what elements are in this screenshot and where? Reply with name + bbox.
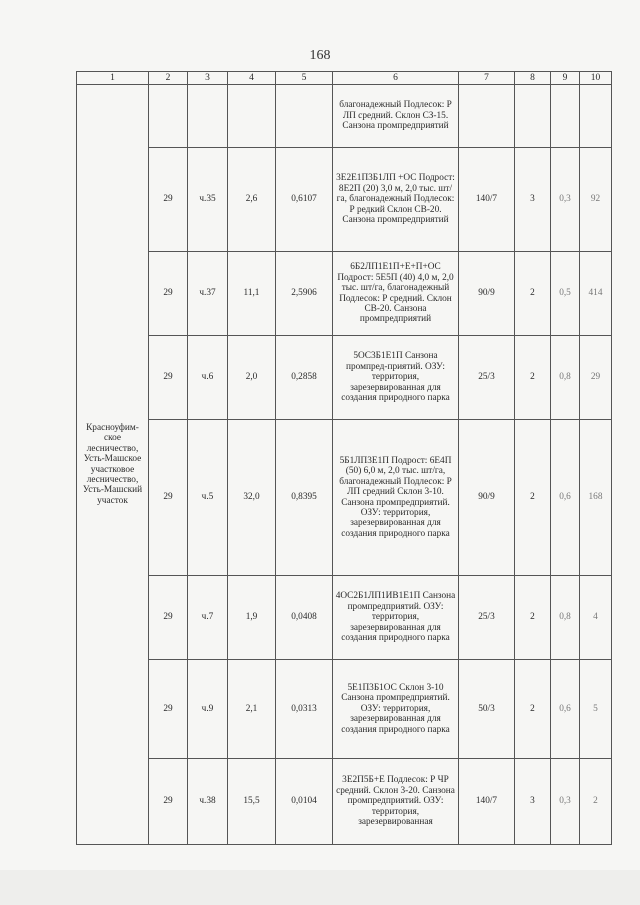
table-row — [77, 759, 612, 845]
quarter-cell: 29 — [149, 336, 188, 420]
value-cell: 3 — [515, 759, 551, 845]
value-cell: 2 — [580, 759, 612, 845]
value-cell: 0,3 — [551, 148, 580, 252]
scan-bottom-edge — [0, 870, 640, 905]
section-cell: ч.38 — [188, 759, 228, 845]
description-cell: 4ОС2Б1ЛП1ИВ1Е1П Санзона промпредприятий. ОЗУ: территория, зарезервированная для создания природного парка — [333, 576, 459, 660]
value-cell — [459, 85, 515, 148]
share-cell: 0,0313 — [276, 660, 333, 759]
table-row — [77, 148, 612, 252]
value-cell: 0,3 — [551, 759, 580, 845]
section-cell: ч.7 — [188, 576, 228, 660]
share-cell: 2,5906 — [276, 252, 333, 336]
value-cell: 0,8 — [551, 576, 580, 660]
share-cell: 0,8395 — [276, 420, 333, 576]
description-cell: 5Б1ЛП3Е1П Подрост: 6Е4П (50) 6,0 м, 2,0 тыс. шт/га, благонадежный Подлесок: Р ЛП средний Склон 3-10. Санзона промпредприятий. ОЗУ: территория, зарезервированная для создания природного парка — [333, 420, 459, 576]
region-label: Красноуфим-ское лесничество, Усть-Машское участковое лесничество, Усть-Машский участок — [82, 422, 143, 506]
area-cell: 2,1 — [228, 660, 276, 759]
value-cell: 90/9 — [459, 420, 515, 576]
share-cell — [276, 85, 333, 148]
value-cell — [580, 85, 612, 148]
quarter-cell: 29 — [149, 252, 188, 336]
share-cell: 0,0104 — [276, 759, 333, 845]
quarter-cell: 29 — [149, 420, 188, 576]
value-cell: 2 — [515, 336, 551, 420]
value-cell: 0,5 — [551, 252, 580, 336]
description-cell: 6Б2ЛП1Е1П+Е+П+ОС Подрост: 5Е5П (40) 4,0 м, 2,0 тыс. шт/га, благонадежный Подлесок: Р средний. Склон СВ-20. Санзона промпредприятий — [333, 252, 459, 336]
value-cell: 25/3 — [459, 336, 515, 420]
value-cell: 29 — [580, 336, 612, 420]
share-cell: 0,0408 — [276, 576, 333, 660]
section-cell: ч.37 — [188, 252, 228, 336]
value-cell: 414 — [580, 252, 612, 336]
value-cell: 50/3 — [459, 660, 515, 759]
share-cell: 0,6107 — [276, 148, 333, 252]
column-header: 6 — [333, 72, 459, 85]
quarter-cell: 29 — [149, 660, 188, 759]
area-cell: 1,9 — [228, 576, 276, 660]
value-cell: 3 — [515, 148, 551, 252]
area-cell: 11,1 — [228, 252, 276, 336]
description-cell: 3Е2Е1П3Б1ЛП +ОС Подрост: 8Е2П (20) 3,0 м, 2,0 тыс. шт/га, благонадежный Подлесок: Р редкий Склон СВ-20. Санзона промпредприятий — [333, 148, 459, 252]
section-cell: ч.5 — [188, 420, 228, 576]
value-cell: 140/7 — [459, 759, 515, 845]
description-cell: 3Е2П5Б+Е Подлесок: Р ЧР средний. Склон 3-20. Санзона промпредприятий. ОЗУ: территория, зарезервированная — [333, 759, 459, 845]
column-header: 10 — [580, 72, 612, 85]
area-cell: 15,5 — [228, 759, 276, 845]
value-cell — [551, 85, 580, 148]
section-cell: ч.35 — [188, 148, 228, 252]
table-row — [77, 336, 612, 420]
forest-data-table — [76, 71, 612, 845]
value-cell: 92 — [580, 148, 612, 252]
share-cell: 0,2858 — [276, 336, 333, 420]
table-row — [77, 576, 612, 660]
column-header: 8 — [515, 72, 551, 85]
quarter-cell — [149, 85, 188, 148]
quarter-cell: 29 — [149, 148, 188, 252]
value-cell: 140/7 — [459, 148, 515, 252]
description-cell: благонадежный Подлесок: Р ЛП средний. Склон СЗ-15. Санзона промпредприятий — [333, 85, 459, 148]
table-row — [77, 252, 612, 336]
section-cell: ч.9 — [188, 660, 228, 759]
value-cell: 2 — [515, 252, 551, 336]
column-header: 5 — [276, 72, 333, 85]
value-cell: 168 — [580, 420, 612, 576]
table-row — [77, 660, 612, 759]
column-header: 9 — [551, 72, 580, 85]
value-cell — [515, 85, 551, 148]
column-header: 7 — [459, 72, 515, 85]
description-cell: 5ОС3Б1Е1П Санзона промпред-приятий. ОЗУ: территория, зарезервированная для создания природного парка — [333, 336, 459, 420]
column-header: 2 — [149, 72, 188, 85]
value-cell: 0,6 — [551, 660, 580, 759]
table-row — [77, 85, 612, 148]
area-cell — [228, 85, 276, 148]
value-cell: 2 — [515, 576, 551, 660]
section-cell: ч.6 — [188, 336, 228, 420]
region-cell — [77, 85, 149, 845]
page-number: 168 — [309, 48, 331, 63]
column-header: 3 — [188, 72, 228, 85]
section-cell — [188, 85, 228, 148]
value-cell: 25/3 — [459, 576, 515, 660]
quarter-cell: 29 — [149, 576, 188, 660]
description-cell: 5Е1П3Б1ОС Склон 3-10 Санзона промпредприятий. ОЗУ: территория, зарезервированная для создания природного парка — [333, 660, 459, 759]
table-row — [77, 420, 612, 576]
column-header: 1 — [77, 72, 149, 85]
quarter-cell: 29 — [149, 759, 188, 845]
value-cell: 0,8 — [551, 336, 580, 420]
column-header: 4 — [228, 72, 276, 85]
value-cell: 90/9 — [459, 252, 515, 336]
area-cell: 2,0 — [228, 336, 276, 420]
value-cell: 2 — [515, 420, 551, 576]
area-cell: 32,0 — [228, 420, 276, 576]
value-cell: 5 — [580, 660, 612, 759]
value-cell: 2 — [515, 660, 551, 759]
value-cell: 4 — [580, 576, 612, 660]
value-cell: 0,6 — [551, 420, 580, 576]
header-row — [77, 72, 612, 85]
area-cell: 2,6 — [228, 148, 276, 252]
